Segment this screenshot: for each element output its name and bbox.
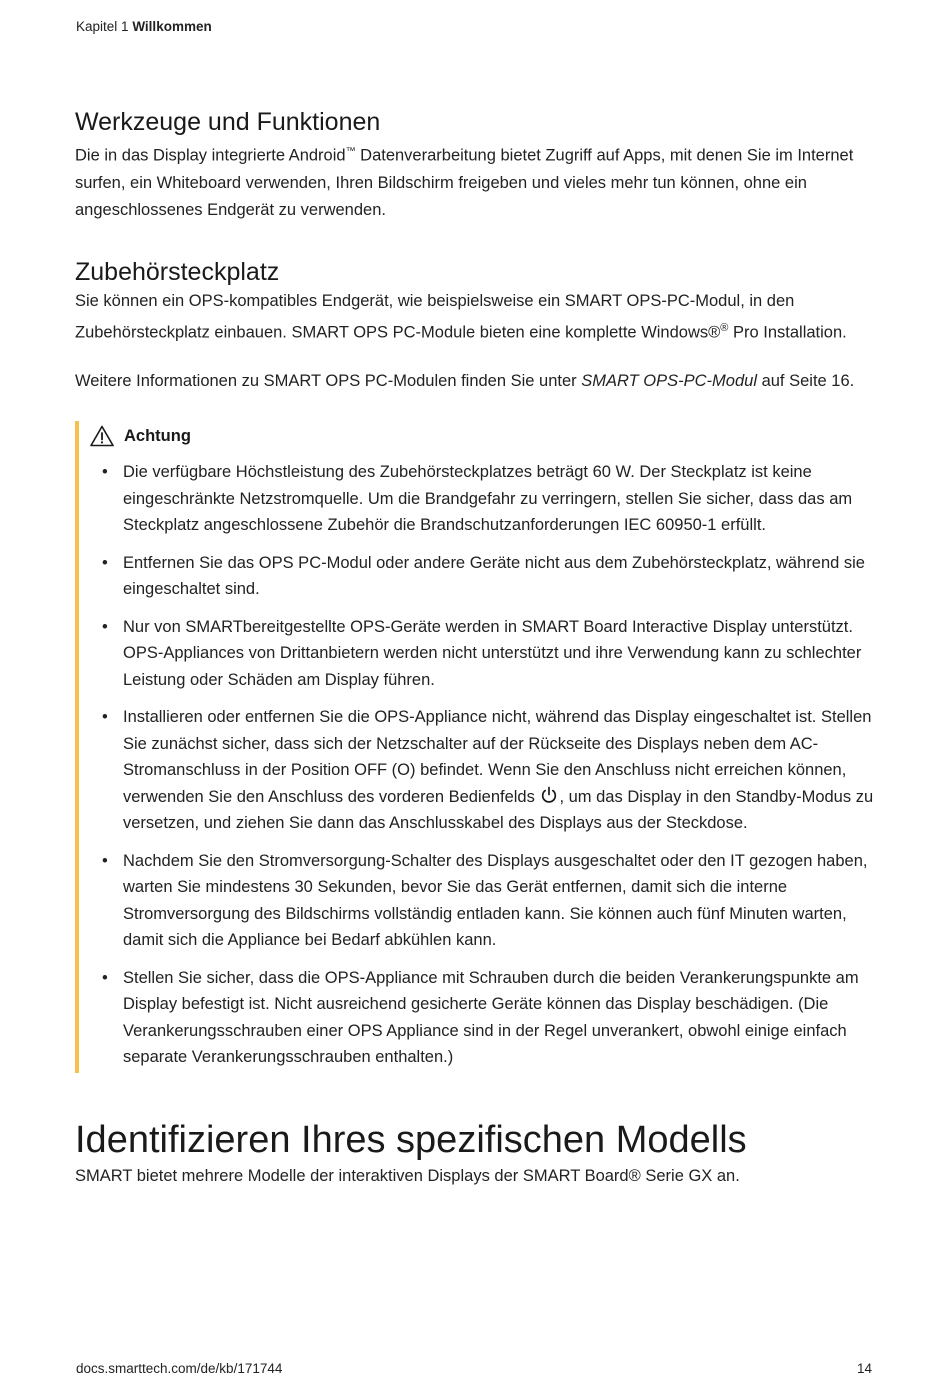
list-item: • Die verfügbare Höchstleistung des Zubehörsteckplatzes beträgt 60 W. Der Steckplatz ist keine eingeschränkte Netzstromquelle. Um die Brandgefahr zu verringern, stellen Sie sicher, dass das am Steckplatz angeschlossene Zubehör die Brandschutzanforderungen IEC 60950-1 erfüllt.	[123, 459, 875, 539]
list-item: • Entfernen Sie das OPS PC-Modul oder andere Geräte nicht aus dem Zubehörsteckplatz, während sie eingeschaltet sind.	[123, 550, 875, 603]
caution-title: Achtung	[124, 426, 191, 445]
caution-box	[75, 421, 875, 1073]
trademark-mark: ™	[345, 146, 356, 157]
list-item: • Nachdem Sie den Stromversorgung-Schalter des Displays ausgeschaltet oder den IT gezogen haben, warten Sie mindestens 30 Sekunden, bevor Sie das Gerät entfernen, damit sich die interne Stromversorgung des Bildschirms vollständig entladen kann. Sie können auch fünf Minuten warten, damit sich die Appliance bei Bedarf abkühlen kann.	[123, 848, 875, 954]
main-content	[75, 106, 875, 1190]
cross-reference-link[interactable]: SMART OPS-PC-Modul	[581, 372, 757, 390]
page-header	[76, 19, 212, 34]
list-item: • Stellen Sie sicher, dass die OPS-Appliance mit Schrauben durch die beiden Verankerungspunkte am Display befestigt ist. Nicht ausreichend gesicherte Geräte können das Display beschädigen. (Die Verankerungsschrauben einer OPS Appliance sind in der Regel unverankert, obwohl einige einfach separate Verankerungsschrauben enthalten.)	[123, 965, 875, 1071]
chapter-title: Willkommen	[132, 19, 212, 34]
section-body-model: SMART bietet mehrere Modelle der interaktiven Displays der SMART Board® Serie GX an.	[75, 1166, 740, 1185]
slot-text-a: Sie können ein OPS-kompatibles Endgerät, wie beispielsweise ein SMART OPS-PC-Modul, in den Zubehörsteckplatz einbauen. SMART OPS PC-Module bieten eine komplette Windows®	[75, 291, 795, 341]
footer-url: docs.smarttech.com/de/kb/171744	[76, 1361, 283, 1376]
caution-list	[123, 459, 875, 1071]
more-text-b: auf Seite 16.	[756, 372, 855, 390]
section-more-info	[75, 368, 875, 395]
more-text-a: Weitere Informationen zu SMART OPS PC-Modulen finden Sie unter	[75, 372, 582, 390]
registered-mark: ®	[720, 321, 729, 334]
section-body-slot	[75, 288, 875, 347]
list-item: • Nur von SMARTbereitgestellte OPS-Geräte werden in SMART Board Interactive Display unterstützt. OPS-Appliances von Drittanbietern werden nicht unterstützt und ihre Verwendung kann zu schlechter Leistung oder Schäden am Display führen.	[123, 614, 875, 694]
chapter-label: Kapitel 1	[76, 19, 129, 34]
section-body-tools	[75, 138, 875, 224]
page-number: 14	[856, 1361, 872, 1376]
list-item-text: Installieren oder entfernen Sie die OPS-Appliance nicht, während das Display eingeschaltet ist. Stellen Sie zunächst sicher, dass sich der Netzschalter auf der Rückseite des Displays neben dem AC-Stromanschluss in der Position OFF (O) befindet. Wenn Sie den Anschluss nicht erreichen können, verwenden Sie den Anschluss des vorderen Bedienfelds	[123, 708, 872, 806]
warning-triangle-icon	[90, 425, 114, 447]
tools-text-b: Datenverarbeitung bietet Zugriff auf Apps, mit denen Sie im Internet surfen, ein Whiteboard verwenden, Ihren Bildschirm freigeben und vieles mehr tun können, ohne ein angeschlossenes Endgerät zu verwenden.	[75, 146, 854, 219]
tools-text-a: Die in das Display integrierte Android	[75, 146, 346, 165]
power-icon	[540, 786, 558, 804]
slot-text-b: Pro Installation.	[728, 323, 847, 341]
list-item	[123, 704, 875, 837]
section-title-model: Identifizieren Ihres spezifischen Modells	[75, 1118, 747, 1161]
caution-header	[90, 421, 875, 451]
list-item-text-tail: , um das Display in den Standby-Modus zu versetzen, und ziehen Sie dann das Anschlusskabel des Displays aus der Steckdose.	[123, 787, 874, 832]
section-title-slot: Zubehörsteckplatz	[75, 257, 280, 286]
section-title-tools: Werkzeuge und Funktionen	[75, 108, 381, 136]
